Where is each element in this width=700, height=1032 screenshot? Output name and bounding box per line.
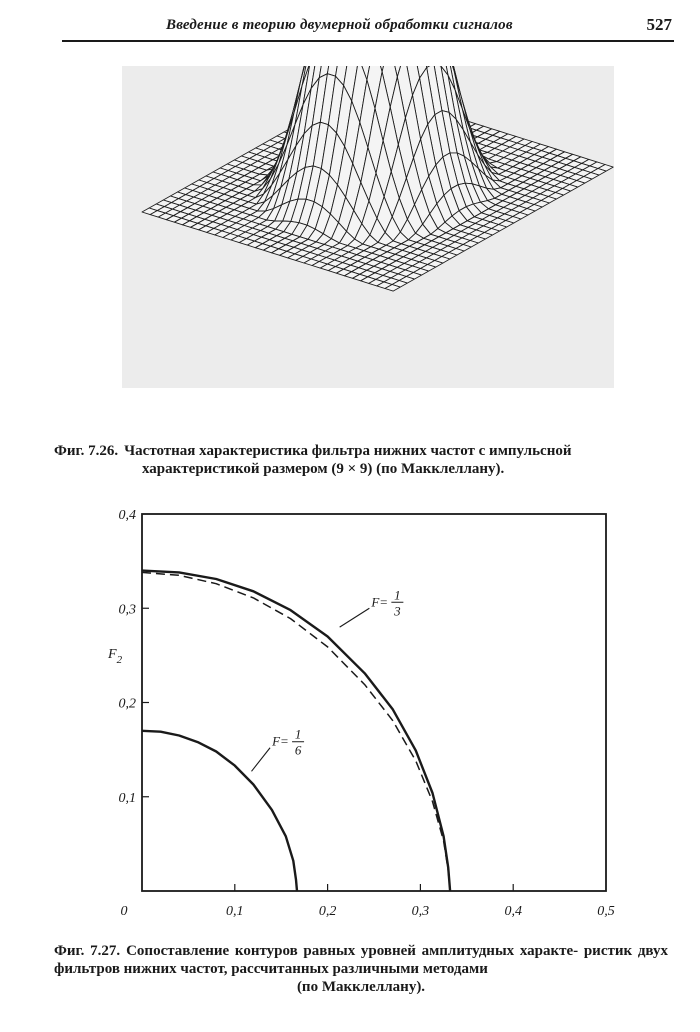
contour-f-1-6 [142,731,297,891]
figure-7-27-caption-line1: Сопоставление контуров равных уровней амплитудных характе- [126,943,579,959]
x-tick-labels [121,904,615,919]
y-tick-label: 0,1 [118,790,136,806]
mesh-surface-plot [122,66,614,388]
curve-label-leader [340,608,370,627]
x-tick-label: 0,2 [318,904,337,919]
figure-7-27-caption-line3: (по Макклеллану). [296,979,426,995]
x-tick-label: 0,1 [226,904,244,919]
curve-label [252,727,305,772]
curve-label-denominator: 3 [394,603,401,619]
y-tick-label: 0,4 [118,508,136,523]
y-axis-label: $F_2$ [108,647,123,666]
figure-7-26-caption [54,442,674,478]
figure-7-27-label: Фиг. 7.27. [54,943,121,959]
figure-7-26-label: Фиг. 7.26. [54,443,119,459]
mesh-grid [142,66,613,291]
figure-7-27-caption-line2: ристик двух фильтров нижних частот, рассчитанных различными методами [54,943,668,977]
figure-7-27-caption [54,942,668,996]
curve-label-numerator: 1 [394,587,401,603]
ticks [142,608,513,891]
x-tick-label: 0,5 [597,904,615,919]
running-title: Введение в теорию двумерной обработки сигналов [166,17,513,33]
curve-label [340,587,404,627]
figure-7-26-caption-line1: Частотная характеристика фильтра нижних частот с импульсной [124,443,572,459]
curve-label-leader [252,748,271,772]
x-tick-label: 0 [120,904,128,919]
page-number: 527 [646,15,672,34]
curve-label-prefix: F= [371,594,389,610]
x-tick-label: 0,4 [504,904,522,919]
running-header [62,14,674,42]
curve-label-denominator: 6 [294,742,302,758]
figure-7-26-caption-line2: характеристикой размером (9 × 9) (по Макклеллану). [142,461,505,477]
figure-7-27-chart [100,500,620,925]
y-tick-label: 0,3 [118,602,136,618]
figure-7-26-photo [122,66,614,388]
plot-frame [142,514,606,891]
y-tick-label: 0,2 [118,696,136,712]
contour-chart [100,500,620,925]
curve-label-prefix: F= [272,733,289,749]
x-tick-label: 0,3 [411,904,430,919]
curve-label-numerator: 1 [294,726,302,742]
